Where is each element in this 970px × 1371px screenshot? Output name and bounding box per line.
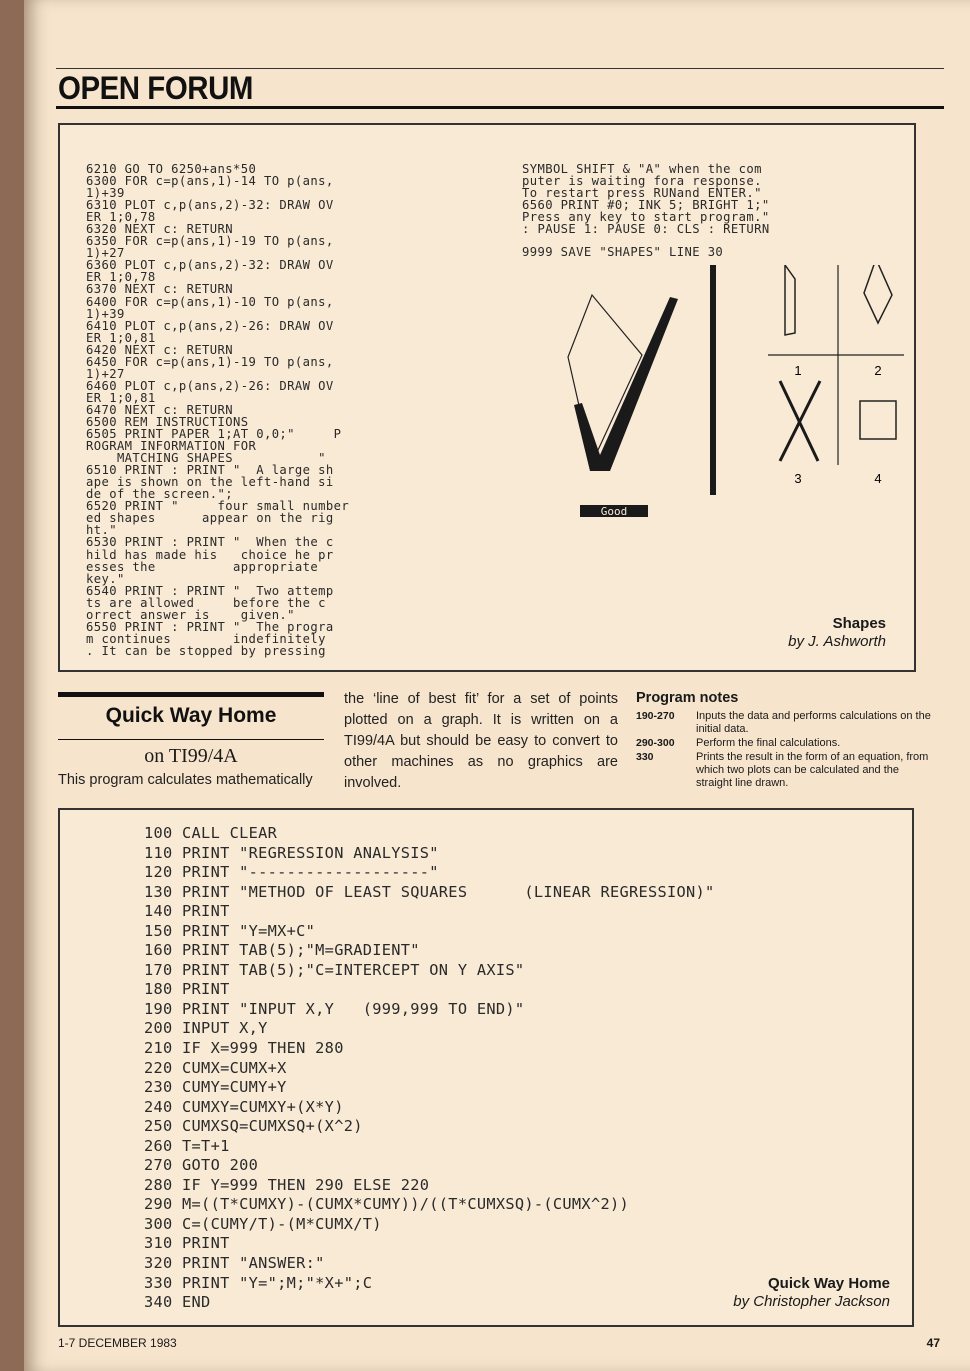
footer-date: 1-7 DECEMBER 1983 [58, 1336, 177, 1350]
shapes-caption-author: by J. Ashworth [788, 633, 886, 650]
article-paragraph-col1: This program calculates mathematically [58, 772, 313, 788]
qwh-caption [733, 1275, 890, 1311]
page-number: 47 [926, 1336, 940, 1350]
small-shape-2 [864, 265, 892, 323]
shapes-code-left: 6210 GO TO 6250+ans*50 6300 FOR c=p(ans,1)-14 TO p(ans, 1)+39 6310 PLOT c,p(ans,2)-32: DRAW OV ER 1;0,78 6320 NEXT c: RETURN 6350 FOR c=p(ans,1)-19 TO p(ans, 1)+27 6360 PLOT c,p(ans,2)-32: DRAW OV ER 1;0,78 6370 NEXT c: RETURN 6400 FOR c=p(ans,1)-10 TO p(ans, 1)+39 6410 PLOT c,p(ans,2)-26: DRAW OV ER 1;0,81 6420 NEXT c: RETURN 6450 FOR c=p(ans,1)-19 TO p(ans, 1)+27 6460 PLOT c,p(ans,2)-26: DRAW OV ER 1;0,81 6470 NEXT c: RETURN 6500 REM INSTRUCTIONS 6505 PRINT PAPER 1;AT 0,0;" P ROGRAM INFORMATION FOR MATCHING SHAPES " 6510 PRINT : PRINT " A large sh ape is shown on the left-hand si de of the screen."; 6520 PRINT " four small number ed shapes appear on the rig ht." 6530 PRINT : PRINT " When the c hild has made his choice he pr esses the appropriate key." 6540 PRINT : PRINT " Two attemp ts are allowed before the c orrect answer is given." 6550 PRINT : PRINT " The progra m continues indefinitely . It can be stopped by pressing [86, 162, 350, 658]
qwh-listing-box [58, 808, 914, 1327]
magazine-page [24, 0, 970, 1371]
small-shape-4 [860, 401, 896, 439]
page-title: OPEN FORUM [58, 70, 253, 106]
article-subheading: on TI99/4A [144, 745, 238, 767]
program-notes [636, 690, 936, 791]
article-rule-mid [58, 739, 324, 740]
good-label: Good [600, 505, 628, 518]
note-row [636, 710, 936, 736]
title-rule-bottom [56, 106, 944, 109]
note-text: Prints the result in the form of an equation, from which two plots can be calculated and the straight line drawn. [696, 751, 929, 789]
note-range: 190-270 [636, 710, 675, 722]
shapes-screen-graphic [530, 265, 910, 555]
note-text: Perform the final calculations. [696, 737, 841, 749]
note-row [636, 751, 936, 790]
tick-mark-shape [574, 297, 678, 471]
shape-label-2: 2 [874, 363, 882, 378]
shapes-code-right: SYMBOL SHIFT & "A" when the com puter is waiting fora response. To restart press RUNand ENTER." 6560 PRINT #0; INK 5; BRIGHT 1;" Press any key to start program." : PAUSE 1: PAUSE 0: CLS : RETURN [522, 162, 770, 237]
small-shape-1 [785, 265, 795, 335]
note-text: Inputs the data and performs calculations on the initial data. [696, 710, 931, 735]
qwh-code: 100 CALL CLEAR 110 PRINT "REGRESSION ANALYSIS" 120 PRINT "-------------------" 130 PRINT "METHOD OF LEAST SQUARES (LINEAR REGRESSION)" 140 PRINT 150 PRINT "Y=MX+C" 160 PRINT TAB(5);"M=GRADIENT" 170 PRINT TAB(5);"C=INTERCEPT ON Y AXIS" 180 PRINT 190 PRINT "INPUT X,Y (999,999 TO END)" 200 INPUT X,Y 210 IF X=999 THEN 280 220 CUMX=CUMX+X 230 CUMY=CUMY+Y 240 CUMXY=CUMXY+(X*Y) 250 CUMXSQ=CUMXSQ+(X^2) 260 T=T+1 270 GOTO 200 280 IF Y=999 THEN 290 ELSE 220 290 M=((T*CUMXY)-(CUMX*CUMY))/((T*CUMXSQ)-(CUMX^2)) 300 C=(CUMY/T)-(M*CUMX/T) 310 PRINT 320 PRINT "ANSWER:" 330 PRINT "Y=";M;"*X+";C 340 END [144, 824, 715, 1312]
shape-label-1: 1 [794, 363, 802, 378]
qwh-caption-author: by Christopher Jackson [733, 1293, 890, 1310]
note-range: 330 [636, 751, 654, 763]
shape-label-3: 3 [794, 471, 802, 486]
shape-label-4: 4 [874, 471, 882, 486]
note-range: 290-300 [636, 737, 675, 749]
article-paragraph-col2: the ‘line of best fit’ for a set of points plotted on a graph. It is written on a TI99/4A but should be easy to convert to other machines as no graphics are involved. [344, 691, 618, 791]
screen-divider [710, 265, 716, 495]
shapes-caption-title: Shapes [832, 615, 886, 632]
qwh-caption-title: Quick Way Home [768, 1275, 890, 1292]
article-rule-top [58, 692, 324, 697]
article-heading: Quick Way Home [105, 704, 277, 727]
title-rule-top [56, 68, 944, 69]
shapes-listing-box [58, 123, 916, 672]
note-row [636, 737, 936, 750]
shapes-caption [788, 615, 886, 651]
large-kite-shape [568, 295, 642, 463]
program-notes-title: Program notes [636, 690, 739, 706]
shapes-code-save: 9999 SAVE "SHAPES" LINE 30 [522, 245, 724, 259]
